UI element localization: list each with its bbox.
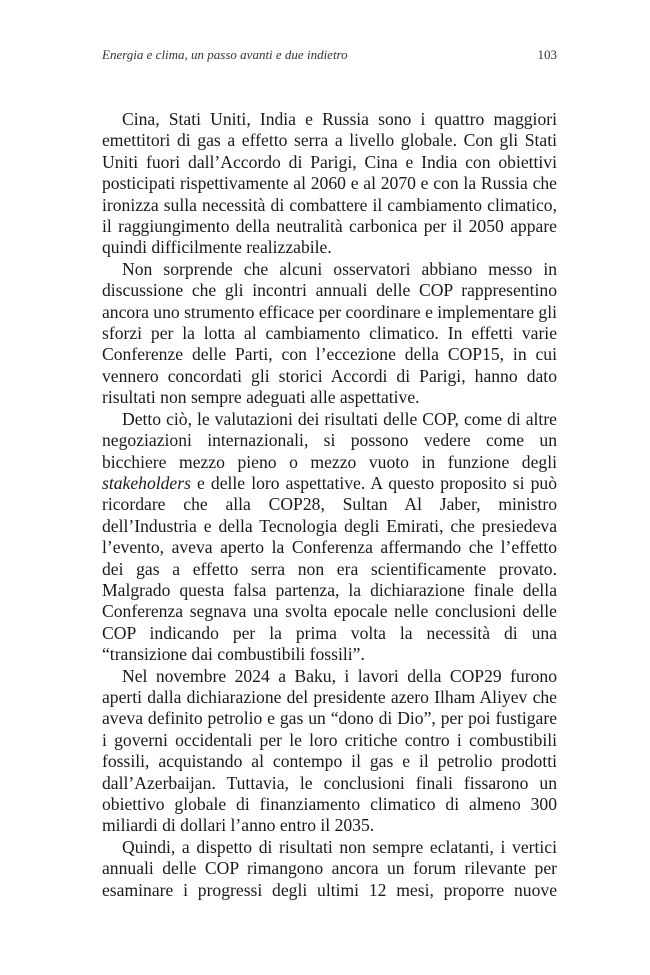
- paragraph-1: Cina, Stati Uniti, India e Russia sono i quattro maggiori emettitori di gas a effetto serra a livello globale. Con gli Stati Uniti fuori dall’Accordo di Parigi, Cina e India con obiettivi posticipati rispettivamente al 2060 e al 2070 e con la Russia che ironizza sulla necessità di combattere il cambiamento climatico, il raggiungimento della neutralità carbonica per il 2050 appare quindi difficilmente realizzabile.: [102, 109, 557, 258]
- body-text: [102, 109, 557, 901]
- running-header-title: Energia e clima, un passo avanti e due indietro: [102, 47, 348, 62]
- paragraph-2: Non sorprende che alcuni osservatori abbiano messo in discussione che gli incontri annuali delle COP rappresentino ancora uno strumento efficace per coordinare e implementare gli sforzi per la lotta al cambiamento climatico. In effetti varie Conferenze delle Parti, con l’eccezione della COP15, in cui vennero concordati gli storici Accordi di Parigi, hanno dato risultati non sempre adeguati alle aspettative.: [102, 258, 557, 408]
- paragraph-3-text-end: e delle loro aspettative. A questo proposito si può ricordare che alla COP28, Sultan Al Jaber, ministro dell’Industria e della Tecnologia degli Emirati, che presiedeva l’evento, aveva aperto la Conferenza affermando che l’effetto dei gas a effetto serra non era scientificamente provato. Malgrado questa falsa partenza, la dichiarazione finale della Conferenza segnava una svolta epocale nelle conclusioni delle COP indicando per la prima volta la necessità di una “transizione dai combustibili fossili”.: [102, 472, 557, 665]
- italic-term-stakeholders: stakeholders: [102, 472, 191, 493]
- paragraph-5: Quindi, a dispetto di risultati non sempre eclatanti, i vertici annuali delle COP rimangono ancora un forum rilevante per esaminare i progressi degli ultimi 12 mesi, proporre nuove: [102, 836, 557, 900]
- paragraph-3: [102, 409, 557, 666]
- paragraph-3-text-start: Detto ciò, le valutazioni dei risultati delle COP, come di altre negoziazioni internazionali, si possono vedere come un bicchiere mezzo pieno o mezzo vuoto in funzione degli: [102, 408, 557, 472]
- paragraph-4: Nel novembre 2024 a Baku, i lavori della COP29 furono aperti dalla dichiarazione del presidente azero Ilham Aliyev che aveva definito petrolio e gas un “dono di Dio”, per poi fustigare i governi occidentali per le loro critiche contro i combustibili fossili, acquistando al contempo il gas e il petrolio prodotti dall’Azerbaijan. Tuttavia, le conclusioni finali fissarono un obiettivo globale di finanziamento climatico di almeno 300 miliardi di dollari l’anno entro il 2035.: [102, 665, 557, 836]
- page-number: 103: [537, 47, 557, 62]
